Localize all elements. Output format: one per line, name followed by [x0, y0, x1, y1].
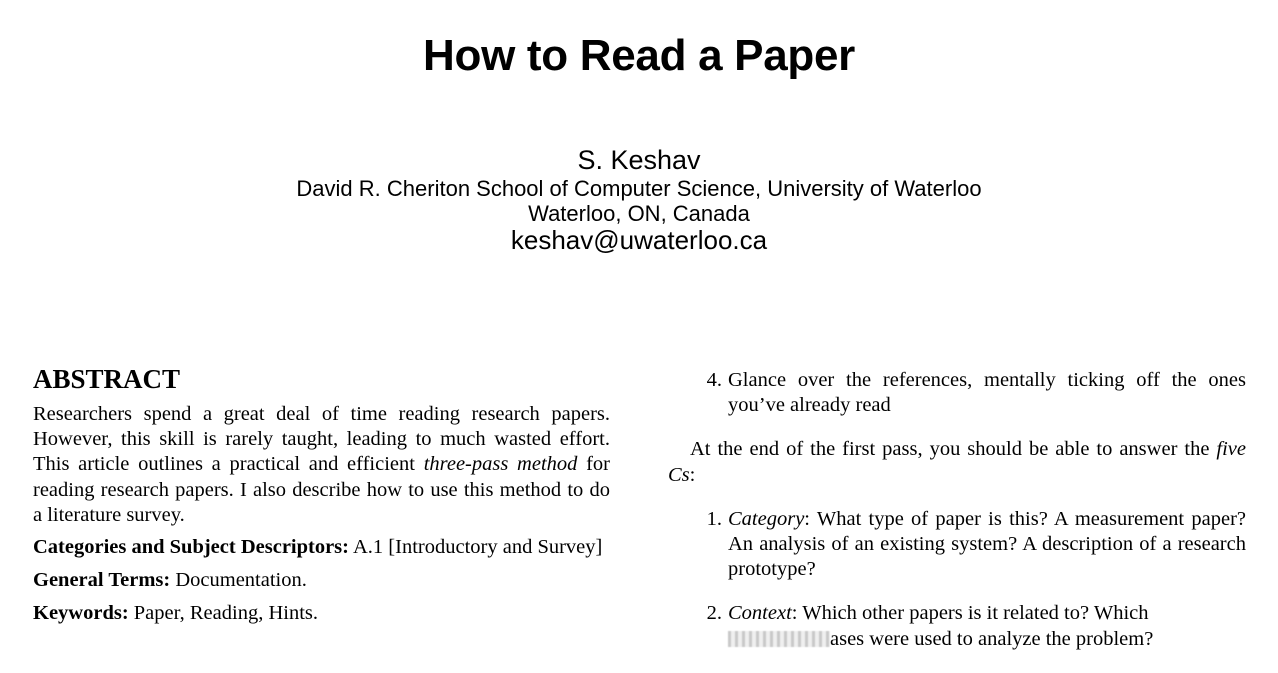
- right-column: [668, 368, 1246, 652]
- list-term: Category: [728, 507, 805, 530]
- abstract-emphasis: three-pass method: [423, 453, 578, 476]
- list-text: [722, 601, 1246, 651]
- list-text: [722, 507, 1246, 583]
- intro-text-part: :: [689, 463, 696, 486]
- keywords-line: [33, 601, 610, 626]
- general-terms-value: Documentation.: [175, 569, 307, 592]
- author-name: S. Keshav: [577, 145, 701, 175]
- author-block: [0, 144, 1278, 254]
- list-item: [668, 507, 1246, 583]
- list-term: Context: [728, 602, 792, 625]
- author-affiliation: David R. Cheriton School of Computer Science, University of Waterloo: [296, 176, 982, 201]
- general-terms-line: [33, 568, 610, 593]
- five-cs-intro: [668, 437, 1246, 487]
- author-email[interactable]: keshav@uwaterloo.ca: [510, 225, 768, 255]
- keywords-label: Keywords:: [33, 602, 129, 625]
- abstract-paragraph: [33, 402, 610, 528]
- abstract-text-part: for reading research papers. I also describe how to use this method to do a literature survey.: [33, 453, 610, 526]
- categories-value: A.1 [Introductory and Survey]: [353, 536, 603, 559]
- list-number: 2.: [706, 602, 722, 625]
- list-description-cont: ases were used to analyze the problem?: [830, 627, 1154, 650]
- intro-emphasis: five Cs: [668, 438, 1246, 486]
- author-location: Waterloo, ON, Canada: [528, 201, 750, 226]
- abstract-heading: ABSTRACT: [33, 364, 181, 394]
- intro-text-part: At the end of the first pass, you should be able to answer the: [690, 438, 1217, 461]
- list-number: 4.: [706, 369, 722, 391]
- list-text: Glance over the references, mentally ticking off the ones you’ve already read: [728, 369, 1246, 417]
- list-item: [668, 601, 1246, 651]
- categories-label: Categories and Subject Descriptors:: [33, 536, 349, 559]
- paper-title: How to Read a Paper: [423, 31, 855, 80]
- abstract-text-part: Researchers spend a great deal of time reading research papers. However, this skill is rarely taught, leading to much wasted effort. This article outlines a practical and efficient: [33, 403, 610, 476]
- obscured-text: [728, 631, 830, 647]
- keywords-value: Paper, Reading, Hints.: [133, 602, 319, 625]
- list-description: : Which other papers is it related to? Which: [791, 602, 1149, 625]
- list-description: : What type of paper is this? A measurement paper? An analysis of an existing system? A description of a research prototype?: [728, 507, 1246, 581]
- general-terms-label: General Terms:: [33, 569, 171, 592]
- list-item: [668, 368, 1246, 418]
- left-column: [33, 362, 610, 627]
- abstract-body: [33, 402, 610, 627]
- categories-line: [33, 535, 610, 560]
- list-number: 1.: [706, 507, 722, 530]
